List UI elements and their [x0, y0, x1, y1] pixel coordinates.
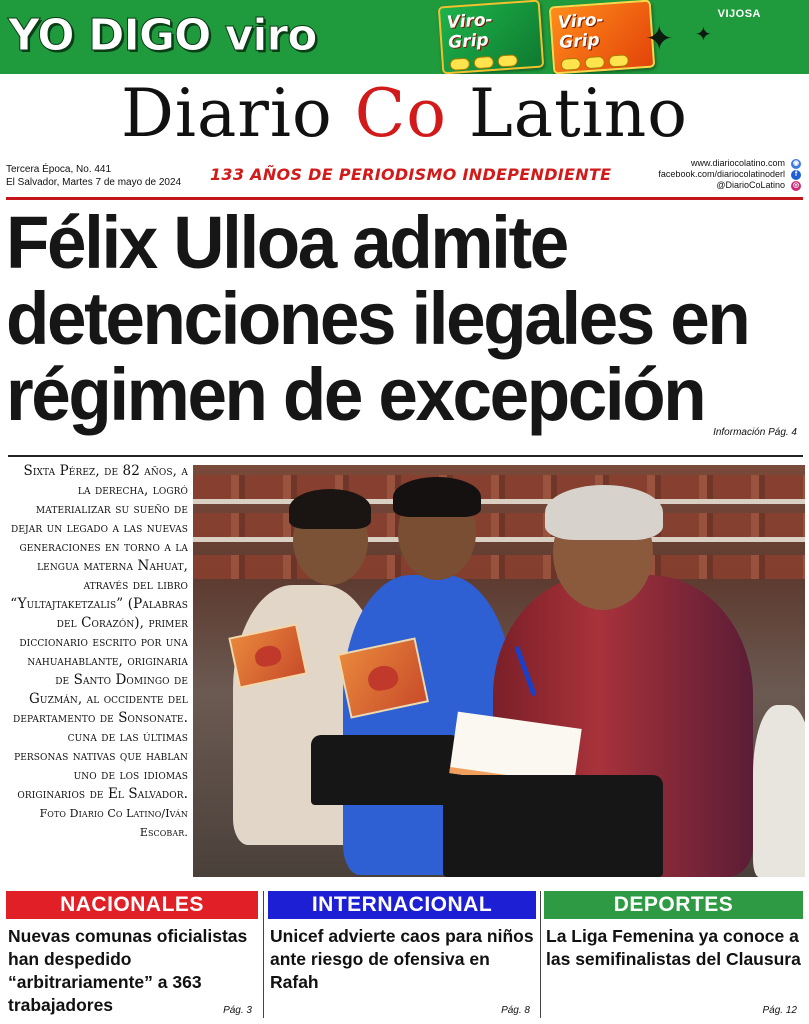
section-label: NACIONALES	[6, 891, 258, 919]
auditorium-seats	[193, 475, 805, 499]
facebook-link[interactable]: facebook.com/diariocolatinoderl	[658, 169, 785, 179]
caption-text: Sixta Pérez, de 82 años, a la derecha, logró materializar su sueño de dejar un legado a las nuevas generaciones en torno a la lengua materna Nahuat, através del libro “Yultajtaketzalis” (Palabras del Corazón), primer diccionario escrito por una nahuahablante, originaria de Santo Domingo de Guzmán, al occidente del departamento de Sonsonate. cuna de las últimas personas nativas que hablan uno de los idiomas originarios de El Salvador.	[10, 463, 188, 802]
tagline: 133 AÑOS DE PERIODISMO INDEPENDIENTE	[210, 165, 612, 184]
product-pack-orange	[549, 0, 655, 74]
ad-slogan: YO DIGO viro	[8, 10, 317, 61]
social-icons	[791, 159, 803, 192]
product-name: Viro-Grip	[557, 9, 605, 53]
section-internacional[interactable]	[268, 891, 536, 1024]
section-label: INTERNACIONAL	[268, 891, 536, 919]
section-label: DEPORTES	[544, 891, 803, 919]
column-divider	[263, 891, 264, 1018]
headline-line: Félix Ulloa admite	[6, 201, 567, 284]
newspaper-logo[interactable]	[0, 74, 809, 154]
person-edge	[753, 705, 805, 877]
section-page-ref: Pág. 3	[223, 1005, 252, 1016]
website-link[interactable]: www.diariocolatino.com	[690, 158, 785, 168]
handbag	[311, 735, 461, 805]
lead-photo[interactable]	[193, 465, 805, 877]
globe-icon[interactable]: ◉	[792, 160, 800, 167]
headline-line: régimen de excepción	[6, 353, 705, 436]
photo-credit: Foto Diario Co Latino/Iván Escobar.	[39, 807, 188, 839]
section-headline[interactable]: Nuevas comunas oficialistas han despedido “arbitrariamente” a 363 trabajadores	[8, 926, 248, 1015]
divider	[8, 455, 803, 457]
product-pack-green	[438, 0, 544, 74]
social-links	[658, 158, 785, 191]
auditorium-seats	[193, 513, 805, 537]
logo-word-co: Co	[354, 75, 447, 152]
section-headline[interactable]: La Liga Femenina ya conoce a las semifinalistas del Clausura	[546, 926, 801, 969]
headline-line: detenciones ilegales en	[6, 277, 749, 360]
section-page-ref: Pág. 8	[501, 1005, 530, 1016]
hair	[289, 489, 371, 529]
advertisement-banner[interactable]	[0, 0, 809, 74]
headline-page-reference: Información Pág. 4	[713, 427, 797, 438]
seat-edge	[193, 499, 805, 504]
edition-date: El Salvador, Martes 7 de mayo de 2024	[6, 177, 182, 188]
handbag	[443, 775, 663, 877]
sparkle-icon: ✦	[695, 24, 712, 46]
section-page-ref: Pág. 12	[762, 1005, 797, 1016]
photo-caption	[10, 462, 188, 842]
column-divider	[540, 891, 541, 1018]
section-nacionales[interactable]	[6, 891, 258, 1024]
sparkle-icon: ✦	[645, 20, 674, 58]
edition-info	[6, 163, 181, 189]
pills-graphic	[449, 53, 536, 71]
logo-word-latino: Latino	[468, 75, 689, 152]
hair	[393, 477, 481, 517]
section-headline[interactable]: Unicef advierte caos para niños ante riesgo de ofensiva en Rafah	[270, 926, 534, 992]
divider	[6, 197, 803, 200]
seat-edge	[193, 537, 805, 542]
auditorium-seats	[193, 555, 805, 579]
facebook-icon[interactable]: f	[791, 170, 801, 180]
edition-number: Tercera Época, No. 441	[6, 164, 112, 175]
instagram-icon[interactable]: ◎	[792, 182, 800, 189]
section-deportes[interactable]	[544, 891, 803, 1024]
instagram-link[interactable]: @DiarioCoLatino	[716, 180, 785, 190]
product-name: Viro-Grip	[446, 9, 494, 53]
pills-graphic	[560, 53, 647, 71]
logo-word-diario: Diario	[120, 75, 333, 152]
ad-brand: VIJOSA	[717, 8, 761, 20]
gray-hair	[545, 485, 663, 540]
